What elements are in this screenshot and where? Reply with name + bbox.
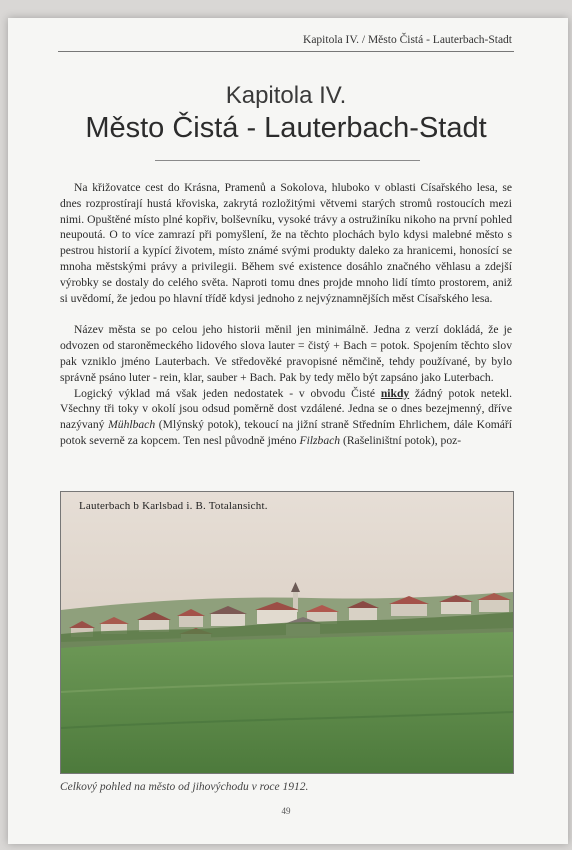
- paragraph-2: Název města se po celou jeho historii měnil jen minimálně. Jedna z verzí dokládá, že je odvozen od staroněmeckého lidového slova lauter = čistý + Bach = potok. Spojením těchto slov pak vzniklo jméno Lauterbach. Ve středověké pravopisné němčině, tehdy používané, by bylo správně psáno luter - rein, klar, sauber + Bach. Pak by tedy mělo být zapsáno jako Luterbach.: [60, 323, 512, 384]
- term-muhlbach: Mühlbach: [108, 418, 156, 432]
- figure-caption: Celkový pohled na město od jihovýchodu v roce 1912.: [60, 781, 309, 793]
- paragraph-3-part: žádný potok netekl. Všechny tři toky v okolí jsou odsud poměrně dost vzdálené. Jedna se o dnes bezejmenný, dříve nazývaný: [60, 386, 512, 432]
- town-panorama-illustration: [61, 492, 513, 773]
- term-filzbach: Filzbach: [299, 433, 341, 447]
- photo-inscription: Lauterbach b Karlsbad i. B. Totalansicht.: [79, 500, 268, 512]
- chapter-label: Kapitola IV.: [225, 82, 347, 109]
- title-divider: [155, 160, 420, 161]
- header-rule: [58, 51, 514, 52]
- paragraph-3-part: (Mlýnský potok), tekoucí na jižní straně Středním Ehrlichem, dále Komáří potok severně za kopcem. Ten nesl původně jméno: [60, 418, 512, 447]
- chapter-title: Město Čistá - Lauterbach-Stadt: [85, 112, 487, 144]
- page-number: 49: [281, 806, 291, 816]
- meadow: [61, 632, 513, 773]
- paragraph-3: [60, 386, 512, 449]
- paragraph-3-part: (Rašeliništní potok), poz-: [340, 433, 462, 447]
- running-header: Kapitola IV. / Město Čistá - Lauterbach-Stadt: [303, 34, 512, 46]
- paragraph-1: Na křižovatce cest do Krásna, Pramenů a Sokolova, hluboko v oblasti Císařského lesa, se dnes rozprostírají hustá křoviska, zakrytá rozložitými větvemi starých stromů rostoucích mezi nimi. Opuštěné místo plné kopřiv, bolševníku, vysoké trávy a ostružiníku nikoho na první pohled neupoutá. O to více zamrazí při pomyšlení, že na těchto plochách bylo kdysi malebné město s pestrou historií a kypící životem, místo známé svými produkty daleko za hranicemi, honosící se mnoha městskými právy a privilegii. Během své existence dosáhlo značného věhlasu a zdejší výrobky se dostaly do celého světa. Naproti tomu dnes projde mnoho lidí tímto prostorem, aniž si uvědomí, že jedou po hlavní třídě kdysi jednoho z nejvýznamnějších měst Císařského lesa.: [60, 181, 512, 305]
- body-text: [60, 180, 512, 449]
- historic-town-photo: [60, 491, 514, 774]
- emphasis-nikdy: nikdy: [380, 386, 410, 400]
- paragraph-3-part: Logický výklad má však jeden nedostatek - v obvodu Čisté: [74, 386, 381, 400]
